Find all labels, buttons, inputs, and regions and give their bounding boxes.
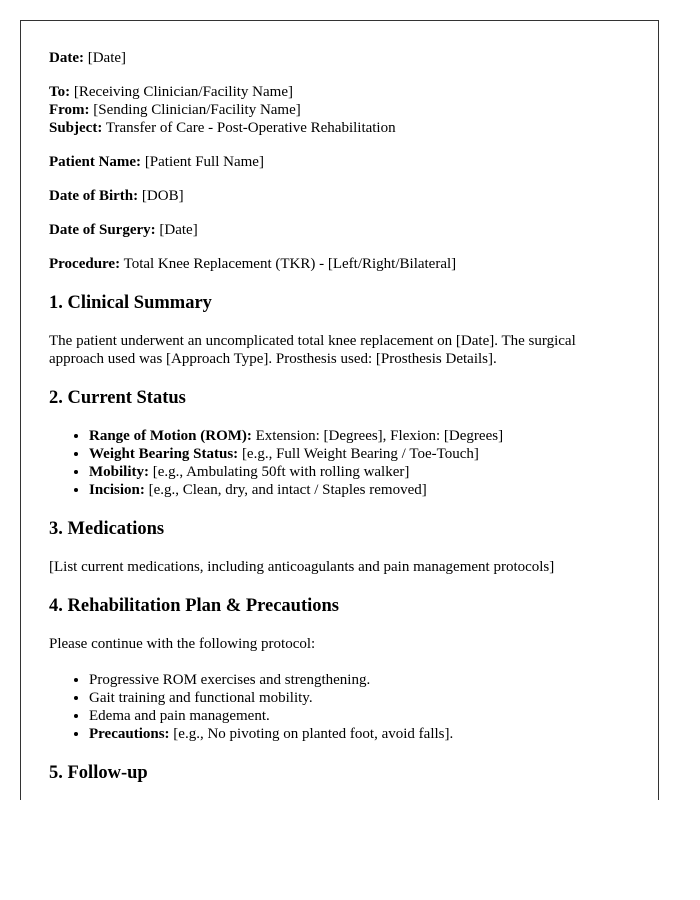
rehab-plan-heading: 4. Rehabilitation Plan & Precautions xyxy=(49,596,340,616)
clinical-summary-heading: 1. Clinical Summary xyxy=(49,293,212,313)
medications-heading: 3. Medications xyxy=(49,519,165,539)
list-item: • Weight Bearing Status: [e.g., Full Weight Bearing / Toe-Touch] xyxy=(89,445,630,463)
follow-up-heading: 5. Follow-up xyxy=(49,763,148,783)
dob-line: Date of Birth: [DOB] xyxy=(49,188,184,204)
rehab-plan-list xyxy=(49,671,630,743)
current-status-heading: 2. Current Status xyxy=(49,388,186,408)
list-item: • Gait training and functional mobility. xyxy=(89,689,630,707)
list-item: • Edema and pain management. xyxy=(89,707,630,725)
clinical-summary-text: The patient underwent an uncomplicated total knee replacement on [Date]. The surgical approach used was [Approach Type]. Prosthesis used: [Prosthesis Details]. xyxy=(49,333,576,367)
list-item: • Mobility: [e.g., Ambulating 50ft with rolling walker] xyxy=(89,463,630,481)
transfer-of-care-letter xyxy=(20,20,659,800)
rehab-plan-intro: Please continue with the following protocol: xyxy=(49,636,316,652)
procedure-line: Procedure: Total Knee Replacement (TKR) - [Left/Right/Bilateral] xyxy=(49,256,457,272)
list-item: • Progressive ROM exercises and strengthening. xyxy=(89,671,630,689)
list-item: • Incision: [e.g., Clean, dry, and intact / Staples removed] xyxy=(89,481,630,499)
current-status-list xyxy=(49,427,630,499)
medications-text: [List current medications, including anticoagulants and pain management protocols] xyxy=(49,559,555,575)
address-block: To: [Receiving Clinician/Facility Name] From: [Sending Clinician/Facility Name] Subject: Transfer of Care - Post-Operative Rehabilitation xyxy=(49,84,396,136)
list-item: • Precautions: [e.g., No pivoting on planted foot, avoid falls]. xyxy=(89,725,630,743)
patient-name-line: Patient Name: [Patient Full Name] xyxy=(49,154,264,170)
surgery-date-line: Date of Surgery: [Date] xyxy=(49,222,198,238)
list-item: • Range of Motion (ROM): Extension: [Degrees], Flexion: [Degrees] xyxy=(89,427,630,445)
date-line: Date: [Date] xyxy=(49,50,127,66)
